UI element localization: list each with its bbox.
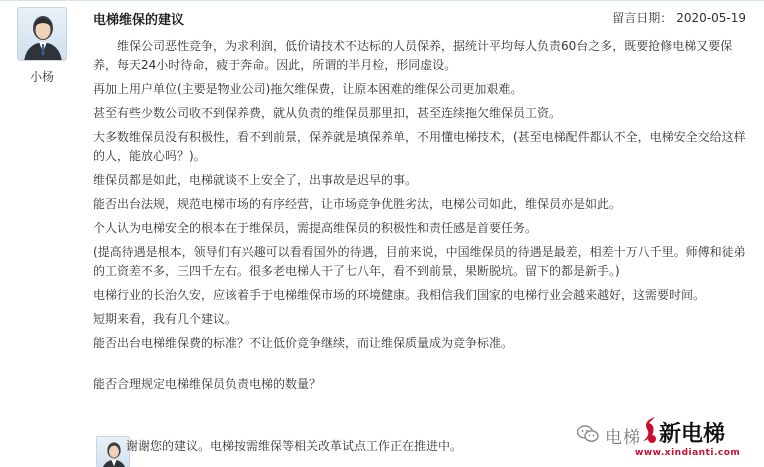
user-silhouette-icon xyxy=(18,8,67,61)
author-name: 小杨 xyxy=(29,70,54,84)
avatar[interactable] xyxy=(17,7,67,61)
watermark-channel: 电梯 xyxy=(605,428,641,448)
post-paragraph: 维保公司恶性竞争，为求利润，低价请技术不达标的人员保养，据统计平均每人负责60台之多，既要抢修电梯又要保养，每天24小时待命，疲于奔命。因此，所谓的半月检，形同虚设。 xyxy=(93,39,733,72)
post-date-label: 留言日期： xyxy=(612,11,673,25)
post-paragraph: (提高待遇是根本，领导们有兴趣可以看看国外的待遇，目前来说，中国维保员的待遇是最差，相差十万八千里。师傅和徒弟的工资差不多，三四千左右。很多老电梯人干了七八年，看不到前景，果断脱坑。留下的都是新手。) xyxy=(93,245,746,278)
post-paragraph: 电梯行业的长治久安，应该着手于电梯维保市场的环境健康。我相信我们国家的电梯行业会越来越好，这需要时间。 xyxy=(93,288,706,302)
post-paragraph: 能否出台电梯维保费的标准？不让低价竞争继续，而让维保质量成为竞争标准。 xyxy=(93,336,514,350)
post-paragraph: 个人认为电梯安全的根本在于维保员，需提高维保员的积极性和责任感是首要任务。 xyxy=(93,221,538,235)
post-paragraph: 维保员都是如此，电梯就谈不上安全了，出事故是迟早的事。 xyxy=(93,173,418,187)
post-header xyxy=(93,7,754,27)
brand-logo-icon xyxy=(637,415,661,449)
author-column xyxy=(14,7,70,85)
post-date xyxy=(612,9,746,26)
post-paragraph: 甚至有些少数公司收不到保养费，就从负责的维保员那里扣，甚至连续拖欠维保员工资。 xyxy=(93,106,562,120)
watermark xyxy=(575,415,760,459)
post-paragraph: 大多数维保员没有积极性，看不到前景，保养就是填保养单，不用懂电梯技术，(甚至电梯配件都认不全，电梯安全交给这样的人，能放心吗？)。 xyxy=(93,130,746,163)
post-date-value: 2020-05-19 xyxy=(676,11,746,25)
post-content xyxy=(93,7,754,399)
post-paragraph: 能否出台法规，规范电梯市场的有序经营，让市场竞争优胜劣汰，电梯公司如此，维保员亦是如此。 xyxy=(93,197,622,211)
reply-text: 谢谢您的建议。电梯按需维保等相关改革试点工作正在推进中。 xyxy=(126,439,463,453)
post-paragraph: 再加上用户单位(主要是物业公司)拖欠维保费，让原本困难的维保公司更加艰难。 xyxy=(93,82,523,96)
reply-avatar[interactable] xyxy=(96,436,130,467)
post-paragraph: 能否合理规定电梯维保员负责电梯的数量？ xyxy=(93,377,322,391)
post-title: 电梯维保的建议 xyxy=(93,13,185,28)
watermark-url: www.xindianti.com xyxy=(635,448,741,458)
post-paragraph: 短期来看，我有几个建议。 xyxy=(93,312,238,326)
post-body xyxy=(93,37,754,394)
wechat-icon xyxy=(577,425,599,443)
watermark-brand: 新电梯 xyxy=(659,422,726,447)
